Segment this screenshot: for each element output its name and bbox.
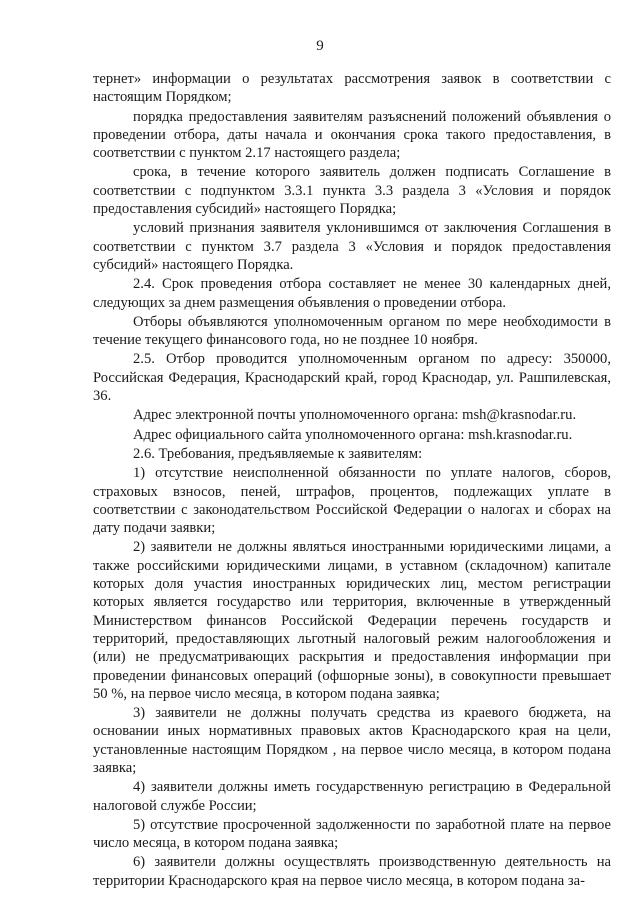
list-item-requirement-6: 6) заявители должны осуществлять производственную деятельность на территории Краснодарского края на первое число месяца, в котором подана за- — [93, 854, 611, 889]
list-item-requirement-4: 4) заявители должны иметь государственную регистрацию в Федеральной налоговой службе России; — [93, 779, 611, 814]
paragraph-agreement-term: срока, в течение которого заявитель должен подписать Соглашение в соответствии с подпунктом 3.3.1 пункта 3.3 раздела 3 «Условия и порядок предоставления субсидий» настоящего Порядка; — [93, 164, 611, 218]
document-body — [93, 70, 611, 891]
paragraph-2-4: 2.4. Срок проведения отбора составляет не менее 30 календарных дней, следующих за днем размещения объявления о проведении отбора. — [93, 276, 611, 311]
paragraph-website: Адрес официального сайта уполномоченного органа: msh.krasnodar.ru. — [133, 426, 573, 443]
paragraph-selection-announcement: Отборы объявляются уполномоченным органом по мере необходимости в течение текущего финансового года, но не позднее 10 ноября. — [93, 313, 611, 349]
paragraph-clarification-order: порядка предоставления заявителям разъяснений положений объявления о проведении отбора, даты начала и окончания срока такого предоставления, в соответствии с пунктом 2.17 настоящего раздела; — [93, 108, 611, 162]
paragraph-email: Адрес электронной почты уполномоченного органа: msh@krasnodar.ru. — [133, 407, 577, 424]
page-number: 9 — [316, 38, 324, 54]
paragraph-2-5: 2.5. Отбор проводится уполномоченным органом по адресу: 350000, Российская Федерация, Краснодарский край, город Краснодар, ул. Рашпилевская, 36. — [93, 351, 611, 405]
paragraph-continuation: тернет» информации о результатах рассмотрения заявок в соответствии с настоящим Порядком; — [93, 71, 611, 106]
list-item-requirement-5: 5) отсутствие просроченной задолженности по заработной плате на первое число месяца, в котором подана заявка; — [93, 816, 611, 852]
paragraph-evasion-conditions: условий признания заявителя уклонившимся от заключения Соглашения в соответствии с пунктом 3.7 раздела 3 «Условия и порядок предоставления субсидий» настоящего Порядка. — [93, 220, 611, 273]
paragraph-2-6: 2.6. Требования, предъявляемые к заявителям: — [133, 445, 423, 462]
list-item-requirement-3: 3) заявители не должны получать средства из краевого бюджета, на основании иных нормативных правовых актов Краснодарского края на цели, установленные настоящим Порядком , на первое число месяца, в котором подана заявка; — [93, 705, 611, 776]
list-item-requirement-1: 1) отсутствие неисполненной обязанности по уплате налогов, сборов, страховых взносов, пеней, штрафов, процентов, подлежащих уплате в соответствии с законодательством Российской Федерации о налогах и сборах на дату подачи заявки; — [93, 465, 611, 537]
list-item-requirement-2: 2) заявители не должны являться иностранными юридическими лицами, а также российскими юридическими лицами, в уставном (складочном) капитале которых доля участия иностранных юридических лиц, местом регистрации которых является государство или территория, включенные в утвержденный Министерством финансов Российской Федерации перечень государств и территорий, предоставляющих льготный налоговый режим налогообложения и (или) не предусматривающих раскрытия и предоставления информации при проведении финансовых операций (офшорные зоны), в совокупности превышает 50 %, на первое число месяца, в котором подана заявка; — [93, 539, 611, 702]
